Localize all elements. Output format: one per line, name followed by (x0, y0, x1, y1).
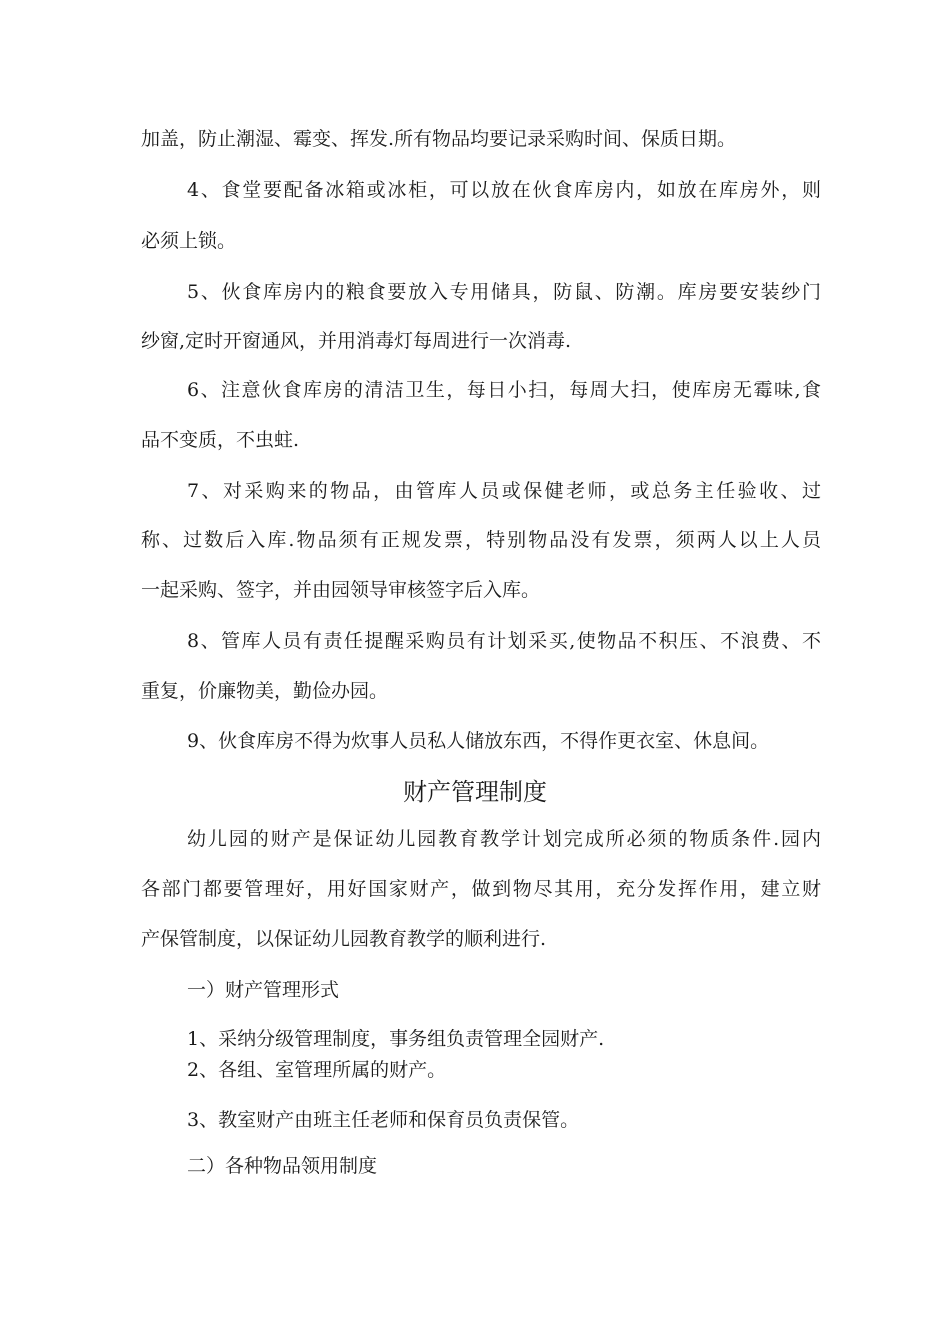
subheading: 一）财产管理形式 (187, 979, 340, 1001)
text-line: 一起采购、签字，并由园领导审核签字后入库。 (141, 579, 541, 601)
text-line: 各部门都要管理好，用好国家财产，做到物尽其用，充分发挥作用，建立财 (141, 878, 821, 900)
text-line: 5、伙食库房内的粮食要放入专用储具，防鼠、防潮。库房要安装纱门 (187, 281, 821, 303)
subheading: 二）各种物品领用制度 (187, 1155, 378, 1177)
text-line: 9、伙食库房不得为炊事人员私人储放东西，不得作更衣室、休息间。 (187, 730, 770, 752)
text-line: 幼儿园的财产是保证幼儿园教育教学计划完成所必须的物质条件.园内 (187, 828, 821, 850)
section-title: 财产管理制度 (403, 778, 547, 806)
text-line: 2、各组、室管理所属的财产。 (187, 1059, 447, 1081)
text-line: 8、管库人员有责任提醒采购员有计划采买,使物品不积压、不浪费、不 (187, 630, 821, 652)
text-line: 加盖，防止潮湿、霉变、挥发.所有物品均要记录采购时间、保质日期。 (141, 128, 737, 150)
text-line: 1、采纳分级管理制度，事务组负责管理全园财产. (187, 1028, 605, 1050)
text-line: 7、对采购来的物品，由管库人员或保健老师，或总务主任验收、过 (187, 480, 821, 502)
text-line: 3、教室财产由班主任老师和保育员负责保管。 (187, 1109, 580, 1131)
text-line: 6、注意伙食库房的清洁卫生，每日小扫，每周大扫，使库房无霉味,食 (187, 379, 821, 401)
text-line: 品不变质，不虫蛀. (141, 429, 300, 451)
text-line: 产保管制度，以保证幼儿园教育教学的顺利进行. (141, 928, 547, 950)
text-line: 4、食堂要配备冰箱或冰柜，可以放在伙食库房内，如放在库房外，则 (187, 179, 821, 201)
text-line: 必须上锁。 (141, 230, 237, 252)
text-line: 称、过数后入库.物品须有正规发票，特别物品没有发票，须两人以上人员 (141, 529, 821, 551)
text-line: 纱窗,定时开窗通风，并用消毒灯每周进行一次消毒. (141, 330, 572, 352)
text-line: 重复，价廉物美，勤俭办园。 (141, 680, 389, 702)
